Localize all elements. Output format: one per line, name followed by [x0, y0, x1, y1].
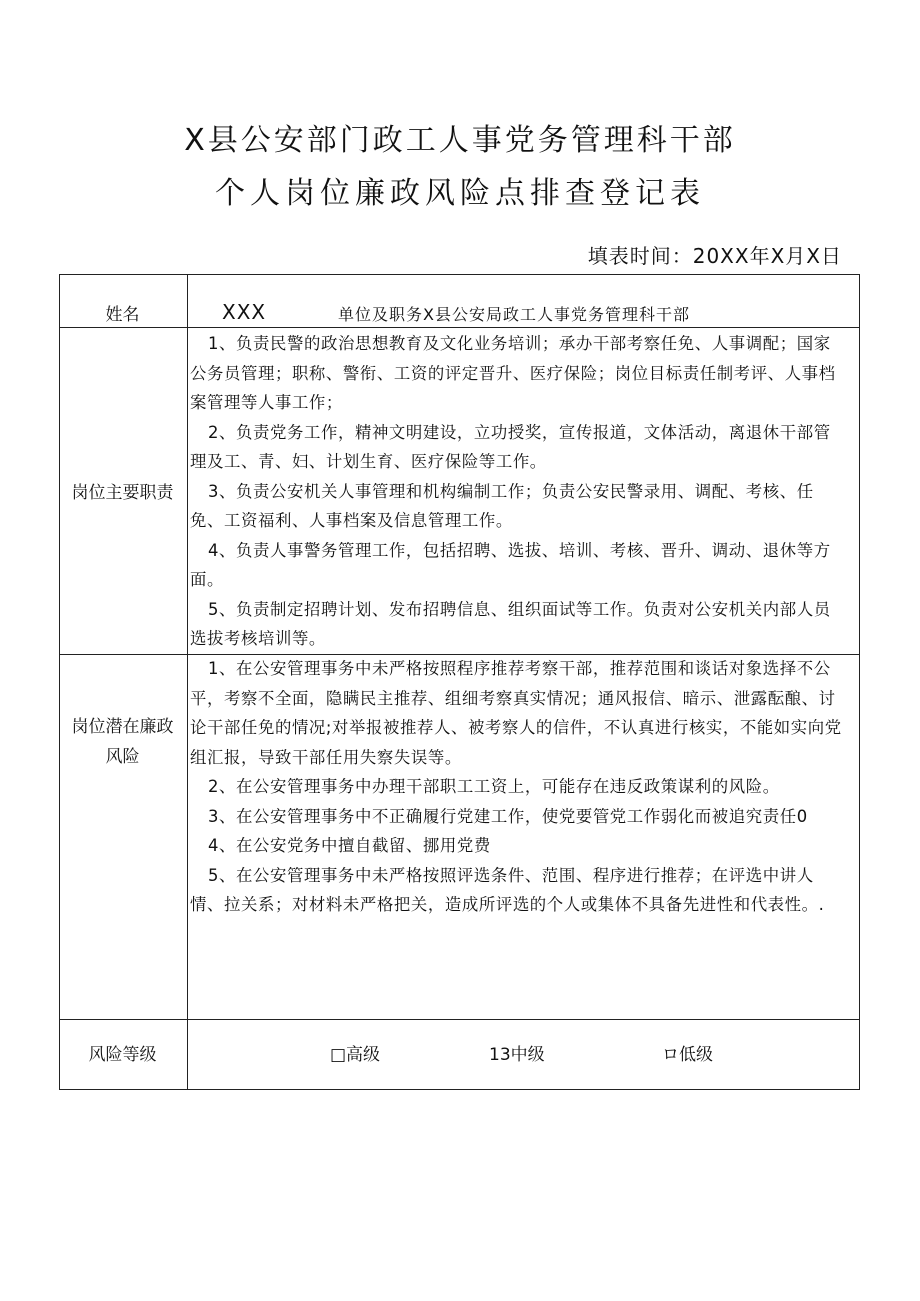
risk-item: 2、在公安管理事务中办理干部职工工资上，可能存在违反政策谋利的风险。	[208, 777, 780, 796]
unit-block	[338, 302, 690, 325]
risk-item: 4、在公安党务中擅自截留、挪用党费	[208, 836, 491, 855]
table-divider	[60, 1019, 859, 1020]
page-title-line1: X县公安部门政工人事党务管理科干部	[184, 123, 736, 158]
risk-item: 5、在公安管理事务中未严格按照评选条件、范围、程序进行推荐；在评选中讲人情、拉关系；对材料未严格把关，造成所评选的个人或集体不具备先进性和代表性。.	[190, 865, 825, 914]
name-label: 姓名	[105, 305, 140, 325]
duty-item: 1、负责民警的政治思想教育及文化业务培训；承办干部考察任免、人事调配；国家公务员管理；职称、警衔、工资的评定晋升、医疗保险；岗位目标责任制考评、人事档案管理等人事工作；	[190, 334, 836, 412]
duty-item: 5、负责制定招聘计划、发布招聘信息、组织面试等工作。负责对公安机关内部人员选拔考核培训等。	[190, 599, 831, 648]
duties-text	[190, 329, 846, 654]
level-low-option[interactable]: ロ低级	[662, 1045, 713, 1065]
table-divider	[187, 275, 188, 1089]
risk-label-line1: 岗位潜在廉政	[71, 717, 174, 737]
unit-value: X县公安局政工人事党务管理科干部	[423, 305, 690, 324]
name-value: XXX	[222, 300, 267, 324]
fill-date: 填表时间：20XX年X月X日	[587, 244, 842, 268]
page-title-line2: 个人岗位廉政风险点排查登记表	[215, 176, 705, 211]
unit-label: 单位及职务	[338, 305, 424, 324]
level-high-option[interactable]: □高级	[330, 1045, 381, 1065]
duty-item: 3、负责公安机关人事管理和机构编制工作；负责公安民警录用、调配、考核、任免、工资福利、人事档案及信息管理工作。	[190, 481, 814, 530]
risk-label-line2: 风险	[105, 747, 140, 767]
duty-item: 2、负责党务工作，精神文明建设，立功授奖，宣传报道，文体活动，离退休干部管理及工、青、妇、计划生育、医疗保险等工作。	[190, 422, 831, 471]
risk-item: 3、在公安管理事务中不正确履行党建工作，使党要管党工作弱化而被追究责任0	[208, 806, 808, 826]
risk-item: 1、在公安管理事务中未严格按照程序推荐考察干部，推荐范围和谈话对象选择不公平，考察不全面，隐瞒民主推荐、组细考察真实情况；通风报信、暗示、泄露酝酿、讨论干部任免的情况;对举报被推荐人、被考察人的信件，不认真进行核实，不能如实向党组汇报，导致干部任用失察失误等。	[190, 659, 842, 767]
duties-label: 岗位主要职责	[71, 483, 174, 503]
level-mid-option[interactable]: 13中级	[489, 1045, 545, 1065]
risks-text	[190, 654, 846, 920]
level-label: 风险等级	[88, 1045, 157, 1065]
risk-label	[59, 712, 186, 772]
duty-item: 4、负责人事警务管理工作，包括招聘、选拔、培训、考核、晋升、调动、退休等方面。	[190, 540, 831, 589]
